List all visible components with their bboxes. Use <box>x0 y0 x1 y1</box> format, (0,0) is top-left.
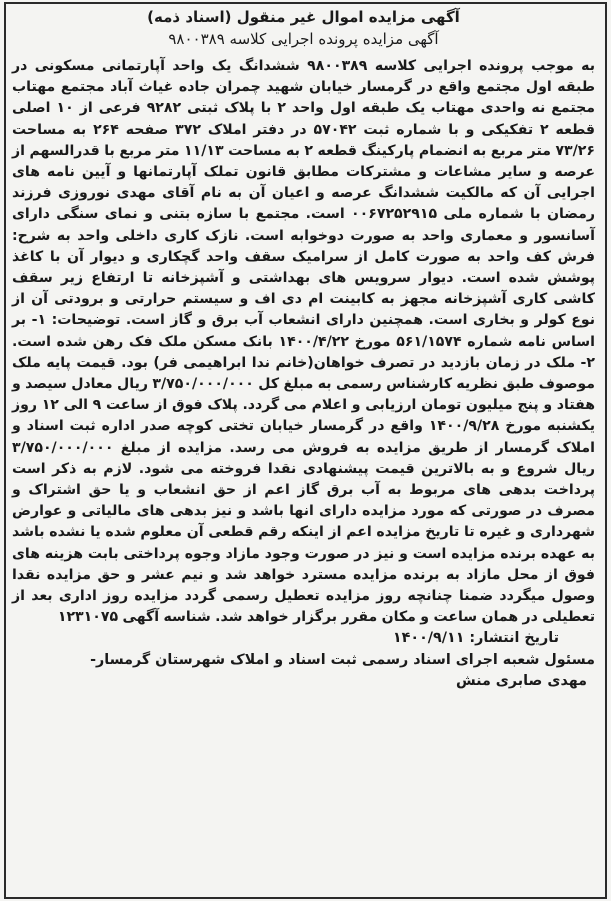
signer-name: مهدی صابری منش <box>455 673 587 690</box>
notice-file-line: آگهی مزایده پرونده اجرایی کلاسه ۹۸۰۰۳۸۹ <box>168 30 439 48</box>
notice-heading <box>12 6 595 50</box>
publish-date: تاریخ انتشار: ۱۴۰۰/۹/۱۱ <box>392 630 559 647</box>
notice-title: آگهی مزایده اموال غیر منقول (اسناد ذمه) <box>147 8 460 26</box>
notice-footer <box>12 628 595 693</box>
notice-body: به موجب پرونده اجرایی کلاسه ۹۸۰۰۳۸۹ ششدانگ یک واحد آپارتمانی مسکونی در طبقه اول مجتمع واقع در گرمسار خیابان شهید چمران جاده غیاث آباد مجتمع مهتاب مجتمع نه واحدی مهتاب یک طبقه اول واحد ۲ با پلاک ثبتی ۹۲۸۲ فرعی از ۱۰ اصلی قطعه ۲ تفکیکی و با شماره ثبت ۵۷۰۴۲ در دفتر املاک ۳۷۲ صفحه ۲۶۴ به مساحت ۷۳/۲۶ متر مربع به انضمام پارکینگ قطعه ۲ به مساحت ۱۱/۱۳ متر مربع با قدرالسهم از عرصه و سایر مشاعات و مشترکات مطابق قانون تملک آپارتمانها و آیین نامه های اجرایی آن که مالکیت ششدانگ عرصه و اعیان آن به نام آقای مهدی نوروزی فرزند رمضان با شماره ملی ۰۰۶۷۲۵۲۹۱۵ است. مجتمع با سازه بتنی و نمای سنگی دارای آسانسور و معماری واحد به صورت دوخوابه است. نازک کاری داخلی واحد به شرح: فرش کف واحد به صورت کامل از سرامیک سقف واحد گچکاری و دیوار آن با کاغذ پوشش شده است. دیوار سرویس های بهداشتی و آشپزخانه تا ارتفاع زیر سقف کاشی کاری آشپزخانه مجهز به کابینت ام دی اف و سیستم حرارتی و برودتی آن از نوع کولر و بخاری است. همچنین دارای انشعاب آب برق و گاز است. توضیحات: ۱- بر اساس نامه شماره ۵۶۱/۱۵۷۴ مورخ ۱۴۰۰/۴/۲۲ بانک مسکن ملک فک رهن شده است. ۲- ملک در زمان بازدید در تصرف خواهان(خانم ندا ابراهیمی فر) بود. قیمت پایه ملک موصوف طبق نظریه کارشناس رسمی به مبلغ کل ۳/۷۵۰/۰۰۰/۰۰۰ ریال معادل سیصد و هفتاد و پنج میلیون تومان ارزیابی و اعلام می گردد. پلاک فوق از ساعت ۹ الی ۱۲ روز یکشنبه مورخ ۱۴۰۰/۹/۲۸ واقع در گرمسار خیابان تختی کوچه صدر اداره ثبت اسناد و املاک گرمسار از طریق مزایده به فروش می رسد. مزایده از مبلغ ۳/۷۵۰/۰۰۰/۰۰۰ ریال شروع و به بالاترین قیمت پیشنهادی نقدا فروخته می شود. لازم به ذکر است پرداخت بدهی های مربوط به آب برق گاز اعم از حق انشعاب و یا حق اشتراک و مصرف در صورتی که مورد مزایده دارای انها باشد و نیز بدهی های مالیاتی و عوارض شهرداری و غیره تا تاریخ مزایده اعم از اینکه رقم قطعی آن معلوم شده یا نشده باشد به عهده برنده مزایده است و نیز در صورت وجود مازاد وجوه پرداختی بابت هزینه های فوق از محل مازاد به برنده مزایده مسترد خواهد شد و نیم عشر و حق مزایده نقدا وصول میگردد ضمنا چنانچه روز مزایده تعطیل رسمی گردد مزایده روز اداری بعد از تعطیلی در همان ساعت و مکان مقرر برگزار خواهد شد. شناسه آگهی ۱۲۳۱۰۷۵ <box>12 58 596 626</box>
signer-title: مسئول شعبه اجرای اسناد رسمی ثبت اسناد و املاک شهرستان گرمسار- <box>90 651 595 668</box>
